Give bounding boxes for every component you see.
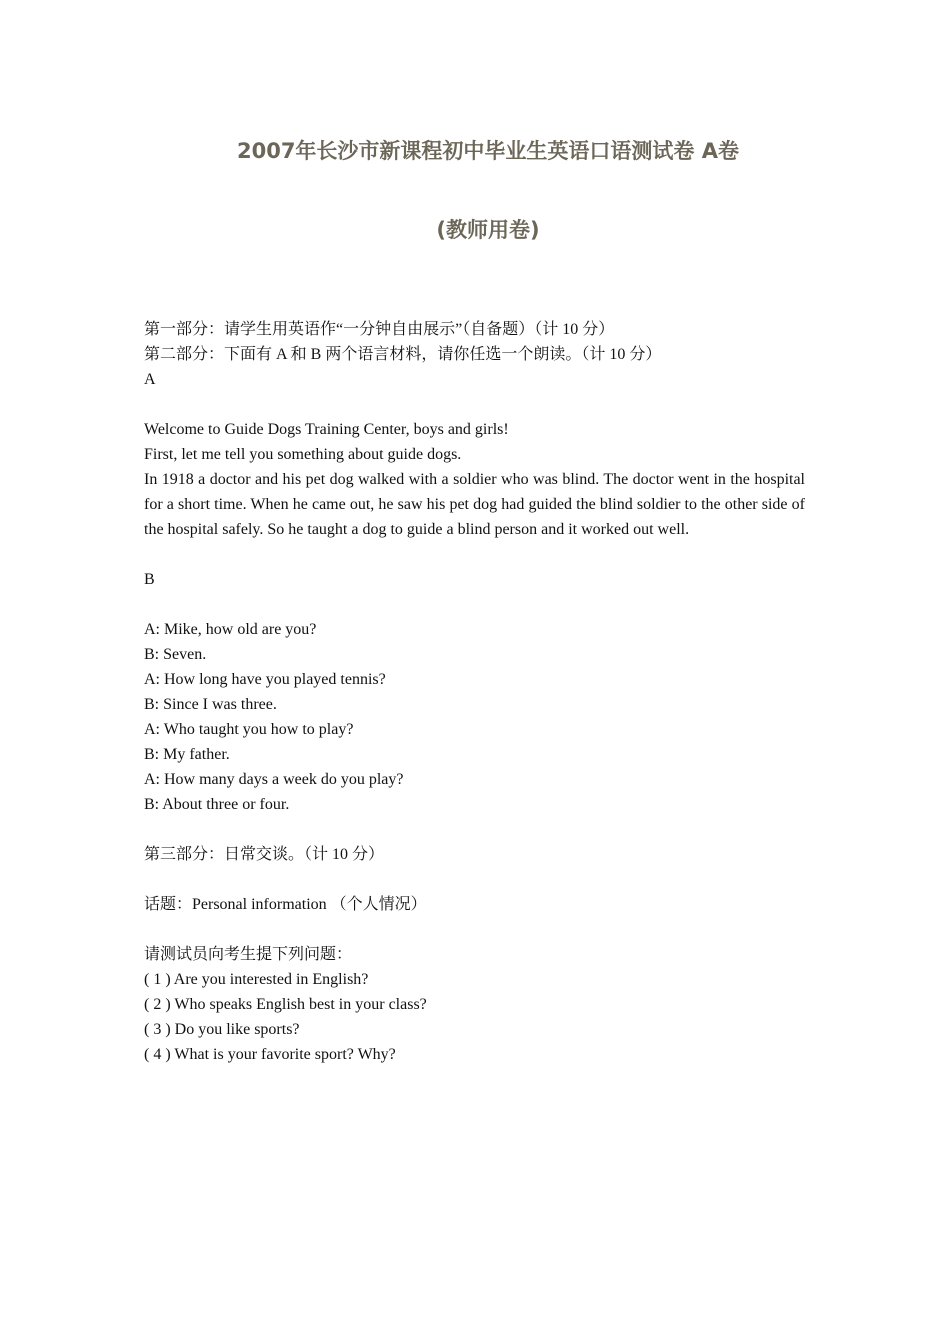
material-a-paragraph: In 1918 a doctor and his pet dog walked with a soldier who was blind. The doctor went in the hospital for a short time. When he came out, he saw his pet dog had guided the blind soldier to the other side of the hospital safely. So he taught a dog to guide a blind person and it worked out well. xyxy=(144,471,805,538)
part1-heading: 第一部分：请学生用英语作“一分钟自由展示”（自备题）（计 10 分） xyxy=(144,321,615,338)
spacer xyxy=(144,867,805,892)
dialogue-line: B: Seven. xyxy=(144,646,207,663)
material-a-line2: First, let me tell you something about guide dogs. xyxy=(144,446,462,463)
spacer xyxy=(144,917,805,942)
material-a-label: A xyxy=(144,371,156,388)
part3-heading: 第三部分：日常交谈。（计 10 分） xyxy=(144,846,385,863)
material-a-line1: Welcome to Guide Dogs Training Center, boys and girls! xyxy=(144,421,509,438)
dialogue-line: A: Who taught you how to play? xyxy=(144,721,354,738)
dialogue-line: B: About three or four. xyxy=(144,796,290,813)
question-item: ( 1 ) Are you interested in English? xyxy=(144,971,369,988)
spacer xyxy=(144,817,805,842)
spacer xyxy=(144,542,805,567)
part2-heading: 第二部分：下面有 A 和 B 两个语言材料，请你任选一个朗读。（计 10 分） xyxy=(144,346,662,363)
dialogue-line: B: Since I was three. xyxy=(144,696,277,713)
question-item: ( 3 ) Do you like sports? xyxy=(144,1021,300,1038)
dialogue-line: A: How long have you played tennis? xyxy=(144,671,386,688)
document-body xyxy=(144,317,805,1067)
question-item: ( 2 ) Who speaks English best in your class? xyxy=(144,996,427,1013)
material-b-label: B xyxy=(144,571,155,588)
document-title: 2007年长沙市新课程初中毕业生英语口语测试卷 A卷 xyxy=(236,139,739,163)
part3-topic: 话题：Personal information （个人情况） xyxy=(144,896,427,913)
question-item: ( 4 ) What is your favorite sport? Why? xyxy=(144,1046,396,1063)
spacer xyxy=(144,392,805,417)
part3-instruction: 请测试员向考生提下列问题： xyxy=(144,946,353,963)
dialogue-line: A: Mike, how old are you? xyxy=(144,621,317,638)
document-subtitle: (教师用卷) xyxy=(436,218,540,242)
dialogue-line: B: My father. xyxy=(144,746,230,763)
spacer xyxy=(144,592,805,617)
dialogue-line: A: How many days a week do you play? xyxy=(144,771,404,788)
